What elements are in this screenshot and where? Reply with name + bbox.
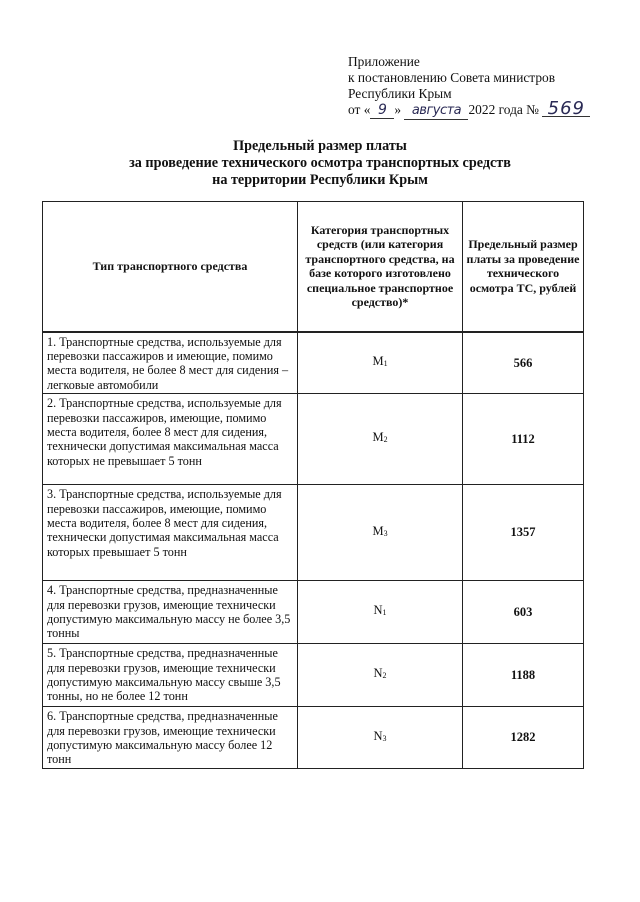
handwritten-number: 569 bbox=[542, 102, 590, 117]
row-category: $M_3$ bbox=[298, 485, 463, 581]
row-price: 1357 bbox=[463, 485, 584, 581]
table-header-row bbox=[43, 202, 584, 332]
row-type: 1. Транспортные средства, используемые для перевозки пассажиров и имеющие, помимо места водителя, не более 8 мест для сидения – легковые автомобили bbox=[43, 332, 298, 394]
row-category: $M_2$ bbox=[298, 394, 463, 485]
document-title bbox=[40, 138, 600, 189]
appendix-date-line bbox=[348, 98, 618, 120]
row-type: 5. Транспортные средства, предназначенные для перевозки грузов, имеющие технически допустимую максимальную массу свыше 3,5 тонны, но не более 12 тонн bbox=[43, 644, 298, 707]
row-type: 2. Транспортные средства, используемые для перевозки пассажиров, имеющие, помимо места водителя, более 8 мест для сидения, технически допустимая максимальная масса которых не превышает 5 тонн bbox=[43, 394, 298, 485]
header-price: Предельный размер платы за проведение технического осмотра ТС, рублей bbox=[463, 202, 584, 332]
row-type: 3. Транспортные средства, используемые для перевозки пассажиров, имеющие, помимо места водителя, более 8 мест для сидения, технически допустимая максимальная масса которых превышает 5 тонн bbox=[43, 485, 298, 581]
title-line-1: Предельный размер платы bbox=[233, 138, 407, 154]
fee-table bbox=[42, 201, 584, 769]
table-row bbox=[43, 485, 584, 581]
table-row bbox=[43, 332, 584, 394]
row-category: $M_1$ bbox=[298, 332, 463, 394]
row-price: 603 bbox=[463, 581, 584, 644]
title-line-2: за проведение технического осмотра транспортных средств bbox=[129, 155, 511, 171]
appendix-line-3: Республики Крым bbox=[348, 86, 452, 101]
row-price: 1188 bbox=[463, 644, 584, 707]
row-category: $N_2$ bbox=[298, 644, 463, 707]
title-line-3: на территории Республики Крым bbox=[212, 172, 428, 188]
row-price: 1282 bbox=[463, 707, 584, 769]
header-category: Категория транспортных средств (или категория транспортного средства, на базе которого изготовлено специальное транспортное средство)* bbox=[298, 202, 463, 332]
row-type: 6. Транспортные средства, предназначенные для перевозки грузов, имеющие технически допустимую максимальную массу более 12 тонн bbox=[43, 707, 298, 769]
appendix-block bbox=[348, 54, 618, 120]
table-row bbox=[43, 644, 584, 707]
header-type: Тип транспортного средства bbox=[43, 202, 298, 332]
table-row bbox=[43, 707, 584, 769]
appendix-quote-close: » bbox=[394, 102, 402, 117]
handwritten-month: августа bbox=[404, 103, 468, 120]
row-category: $N_1$ bbox=[298, 581, 463, 644]
appendix-from: от « bbox=[348, 102, 371, 117]
appendix-line-1: Приложение bbox=[348, 54, 420, 69]
table-row bbox=[43, 581, 584, 644]
appendix-line-2: к постановлению Совета министров bbox=[348, 70, 556, 85]
appendix-year: 2022 года № bbox=[468, 102, 539, 117]
row-category: $N_3$ bbox=[298, 707, 463, 769]
row-type: 4. Транспортные средства, предназначенные для перевозки грузов, имеющие технически допустимую максимальную массу не более 3,5 тонны bbox=[43, 581, 298, 644]
row-price: 566 bbox=[463, 332, 584, 394]
row-price: 1112 bbox=[463, 394, 584, 485]
handwritten-day: 9 bbox=[370, 102, 394, 119]
table-row bbox=[43, 394, 584, 485]
